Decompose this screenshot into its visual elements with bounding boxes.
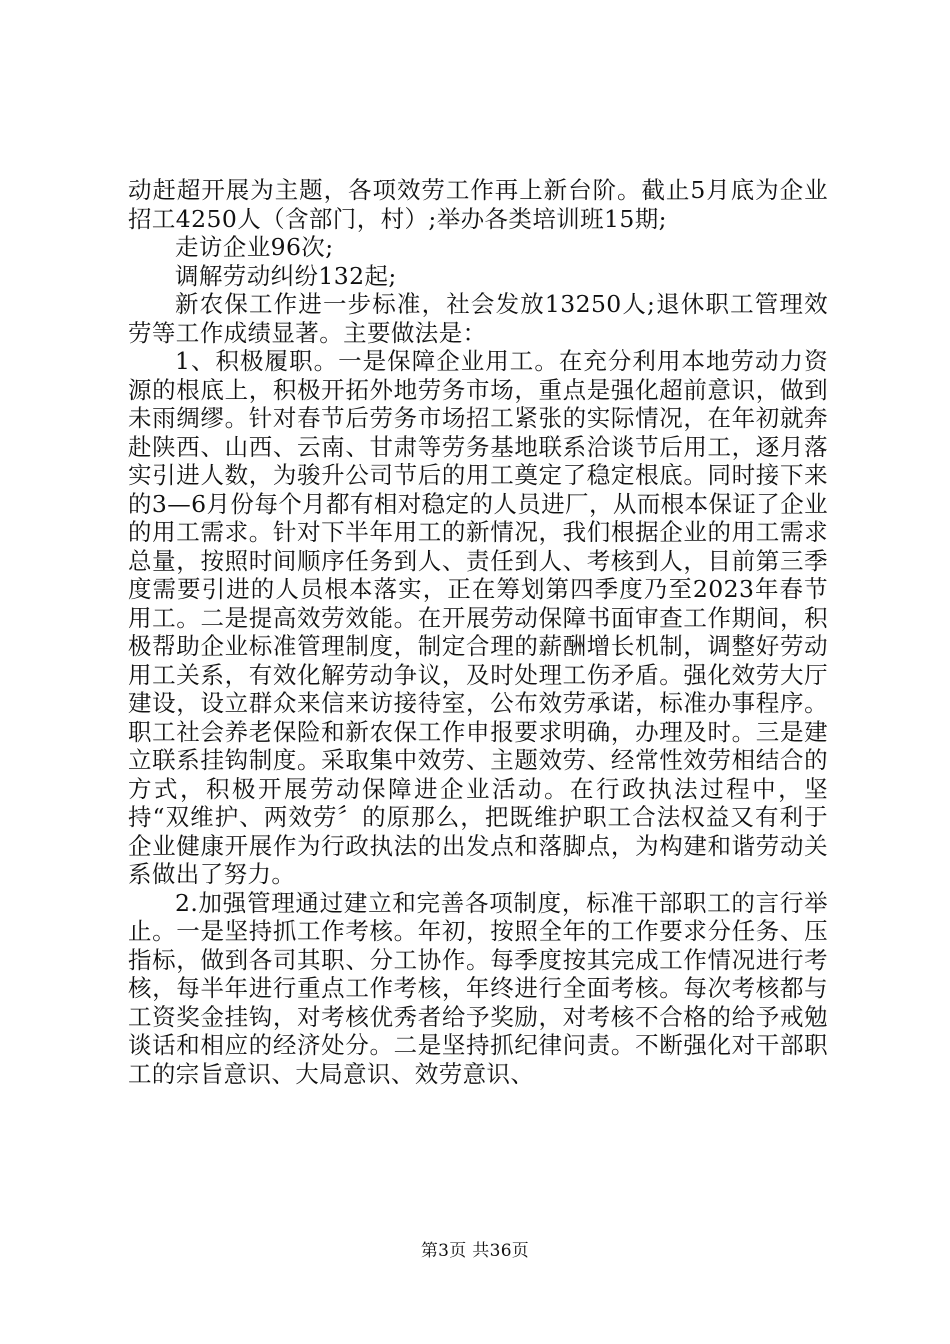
paragraph-enterprise-visits: 走访企业96次; <box>175 233 334 261</box>
paragraph-section-2: 2.加强管理通过建立和完善各项制度，标准干部职工的言行举止。一是坚持抓工作考核。年初，按照全年的工作要求分任务、压指标，做到各司其职、分工协作。每季度按其完成工作情况进行考核，每半年进行重点工作考核，年终进行全面考核。每次考核都与工资奖金挂钩，对考核优秀者给予奖励，对考核不合格的给予戒勉谈话和相应的经济处分。二是坚持抓纪律问责。不断强化对干部职工的宗旨意识、大局意识、效劳意识、 <box>128 888 828 1088</box>
page-number-footer: 第3页 共36页 <box>420 1241 530 1261</box>
paragraph-labor-disputes: 调解劳动纠纷132起; <box>175 261 397 290</box>
paragraph-rural-insurance: 新农保工作进一步标准，社会发放13250人;退休职工管理效劳等工作成绩显著。主要做法是： <box>128 290 828 347</box>
paragraph-intro-continued: 动赶超开展为主题，各项效劳工作再上新台阶。截止5月底为企业招工4250人（含部门，村）;举办各类培训班15期; <box>128 176 828 233</box>
paragraph-section-1: 1、积极履职。一是保障企业用工。在充分利用本地劳动力资源的根底上，积极开拓外地劳务市场，重点是强化超前意识，做到未雨绸缪。针对春节后劳务市场招工紧张的实际情况，在年初就奔赴陕西、山西、云南、甘肃等劳务基地联系洽谈节后用工，逐月落实引进人数，为骏升公司节后的用工奠定了稳定根底。同时接下来的3—6月份每个月都有相对稳定的人员进厂，从而根本保证了企业的用工需求。针对下半年用工的新情况，我们根据企业的用工需求总量，按照时间顺序任务到人、责任到人、考核到人，目前第三季度需要引进的人员根本落实，正在筹划第四季度乃至2023年春节用工。二是提高效劳效能。在开展劳动保障书面审查工作期间，积极帮助企业标准管理制度，制定合理的薪酬增长机制，调整好劳动用工关系，有效化解劳动争议，及时处理工伤矛盾。强化效劳大厅建设，设立群众来信来访接待室，公布效劳承诺，标准办事程序。职工社会养老保险和新农保工作申报要求明确，办理及时。三是建立联系挂钩制度。采取集中效劳、主题效劳、经常性效劳相结合的方式，积极开展劳动保障进企业活动。在行政执法过程中，坚持“双维护、两效劳〞的原那么，把既维护职工合法权益又有利于企业健康开展作为行政执法的出发点和落脚点，为构建和谐劳动关系做出了努力。 <box>128 347 828 888</box>
document-body <box>128 176 828 1088</box>
